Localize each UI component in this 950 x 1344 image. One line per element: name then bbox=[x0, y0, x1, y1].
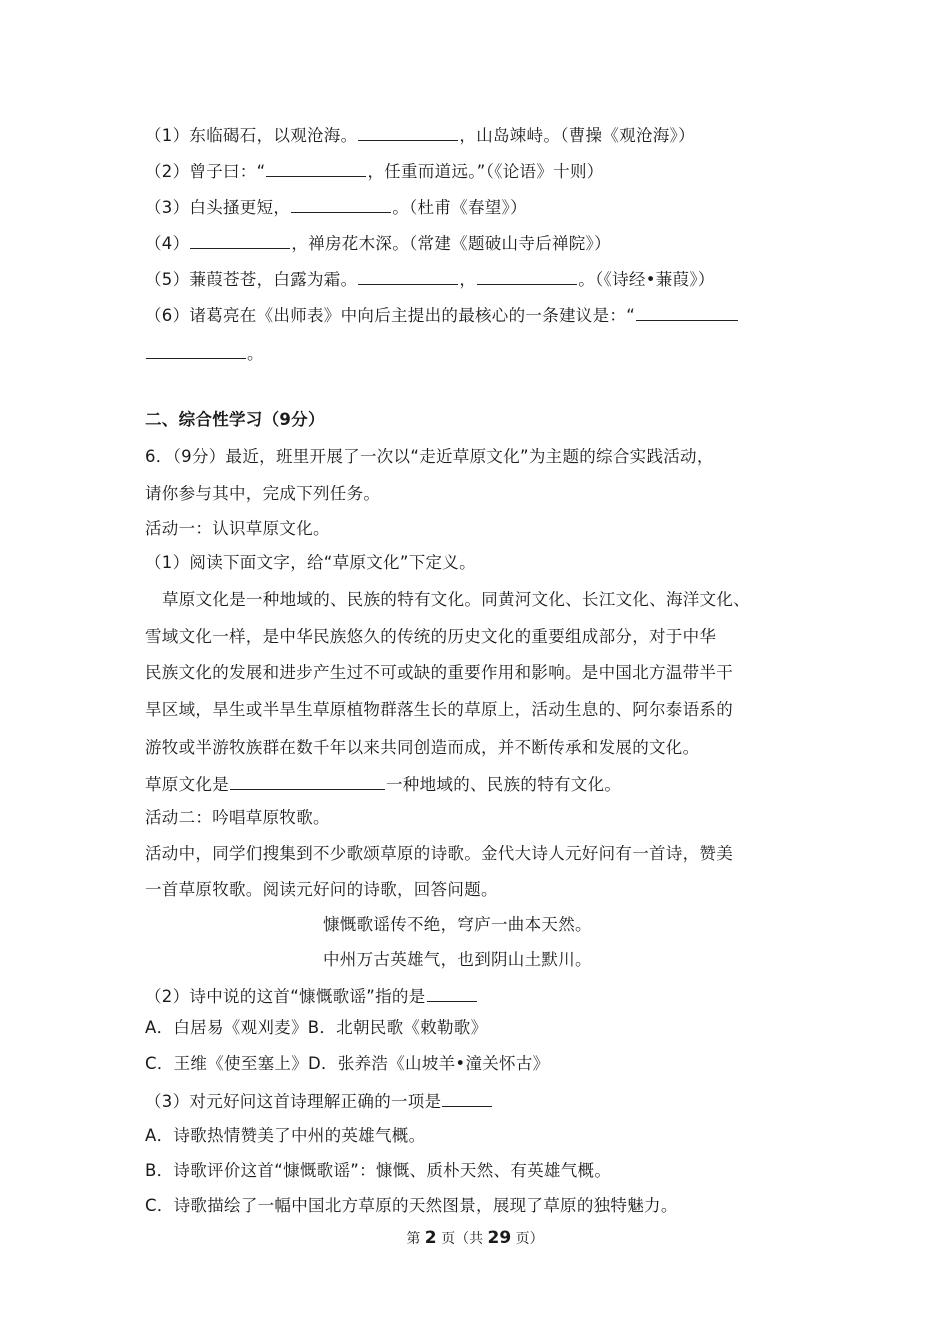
answer-blank bbox=[146, 340, 246, 359]
question-3-source: 。（杜甫《春望》） bbox=[392, 198, 527, 217]
poem-line: 慷慨歌谣传不绝，穹庐一曲本天然。 bbox=[323, 915, 592, 934]
answer-blank bbox=[358, 266, 458, 285]
definition-suffix: 一种地域的、民族的特有文化。 bbox=[386, 775, 622, 794]
definition-prefix: 草原文化是 bbox=[145, 775, 229, 794]
question-2-source: ，任重而道远。”（《论语》十则） bbox=[367, 162, 604, 181]
activity-2-text: 活动中，同学们搜集到不少歌颂草原的诗歌。金代大诗人元好问有一首诗，赞美 bbox=[145, 844, 733, 863]
task-3 bbox=[145, 1088, 493, 1114]
question-1-source: ，山岛竦峙。（曹操《观沧海》） bbox=[459, 126, 695, 145]
answer-blank bbox=[291, 194, 391, 213]
question-5-source: 。（《诗经•蒹葭》） bbox=[578, 270, 715, 289]
task-2-options-ab: A．白居易《观刈麦》B．北朝民歌《敕勒歌》 bbox=[145, 1018, 488, 1037]
question-3-text: （3）白头搔更短， bbox=[145, 198, 291, 217]
definition-prompt bbox=[145, 771, 621, 797]
activity-2-text-continued: 一首草原牧歌。阅读元好问的诗歌，回答问题。 bbox=[145, 880, 498, 899]
activity-1-title: 活动一：认识草原文化。 bbox=[145, 519, 330, 538]
section-heading: 二、综合性学习（9分） bbox=[145, 410, 325, 429]
question-4-text: ，禅房花木深。（常建《题破山寺后禅院》） bbox=[291, 234, 611, 253]
task-3-option-a: A．诗歌热情赞美了中州的英雄气概。 bbox=[145, 1126, 426, 1145]
task-3-option-c: C．诗歌描绘了一幅中国北方草原的天然图景，展现了草原的独特魅力。 bbox=[145, 1196, 678, 1215]
question-5-text: （5）蒹葭苍苍，白露为霜。 bbox=[145, 270, 358, 289]
question-5-comma: ， bbox=[459, 270, 477, 289]
question-3 bbox=[145, 194, 527, 220]
question-6-intro: 6．（9分）最近，班里开展了一次以“走近草原文化”为主题的综合实践活动， bbox=[145, 447, 714, 466]
passage-line: 雪域文化一样，是中华民族悠久的传统的历史文化的重要组成部分，对于中华 bbox=[145, 627, 717, 646]
question-5 bbox=[145, 266, 715, 292]
question-4 bbox=[145, 230, 611, 256]
task-2 bbox=[145, 983, 478, 1009]
passage-line: 民族文化的发展和进步产生过不可或缺的重要作用和影响。是中国北方温带半干 bbox=[145, 663, 733, 682]
poem-line: 中州万古英雄气，也到阴山土默川。 bbox=[323, 950, 592, 969]
question-6 bbox=[145, 302, 739, 328]
task-3-option-b: B．诗歌评价这首“慷慨歌谣”：慷慨、质朴天然、有英雄气概。 bbox=[145, 1161, 612, 1180]
task-2-options-cd: C．王维《使至塞上》D．张养浩《山坡羊•潼关怀古》 bbox=[145, 1054, 550, 1073]
answer-blank bbox=[266, 158, 366, 177]
passage-line: 旱区域，旱生或半旱生草原植物群落生长的草原上，活动生息的、阿尔泰语系的 bbox=[145, 700, 733, 719]
question-2 bbox=[145, 158, 604, 184]
answer-blank bbox=[230, 771, 385, 790]
question-6-end: 。 bbox=[247, 344, 264, 363]
task-3-text: （3）对元好问这首诗理解正确的一项是 bbox=[145, 1092, 442, 1111]
page-total: 29 bbox=[487, 1228, 512, 1248]
activity-2-title: 活动二：吟唱草原牧歌。 bbox=[145, 808, 330, 827]
question-4-number: （4） bbox=[145, 234, 190, 253]
question-1 bbox=[145, 122, 695, 148]
task-1: （1）阅读下面文字，给“草原文化”下定义。 bbox=[145, 553, 476, 572]
passage-line: 草原文化是一种地域的、民族的特有文化。同黄河文化、长江文化、海洋文化、 bbox=[162, 590, 750, 609]
question-6-continuation bbox=[145, 340, 264, 366]
answer-blank bbox=[427, 983, 477, 1002]
question-2-text: （2）曾子曰：“ bbox=[145, 162, 266, 181]
question-6-intro-continued: 请你参与其中，完成下列任务。 bbox=[145, 484, 381, 503]
answer-blank bbox=[442, 1088, 492, 1107]
answer-blank bbox=[636, 302, 738, 321]
page-footer: 第 2 页（共 29 页） bbox=[406, 1228, 544, 1248]
answer-blank bbox=[190, 230, 290, 249]
task-2-text: （2）诗中说的这首“慷慨歌谣”指的是 bbox=[145, 987, 426, 1006]
passage-line: 游牧或半游牧族群在数千年以来共同创造而成，并不断传承和发展的文化。 bbox=[145, 738, 700, 757]
answer-blank bbox=[358, 122, 458, 141]
answer-blank bbox=[477, 266, 577, 285]
page-number: 2 bbox=[424, 1228, 437, 1248]
question-6-text: （6）诸葛亮在《出师表》中向后主提出的最核心的一条建议是：“ bbox=[145, 306, 636, 325]
question-1-text: （1）东临碣石，以观沧海。 bbox=[145, 126, 358, 145]
